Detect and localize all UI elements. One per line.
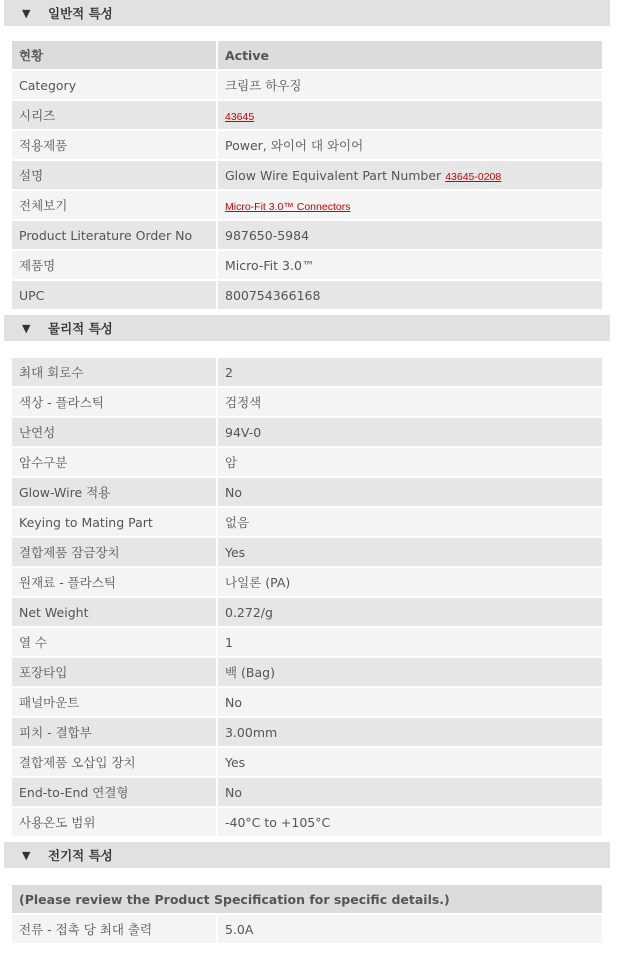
spec-row [12,221,602,249]
spec-value-text: No [225,484,242,500]
spec-row [12,538,602,566]
spec-value [218,71,602,99]
spec-row [12,778,602,806]
spec-value [218,538,602,566]
spec-value [218,748,602,776]
spec-value-text: Power, 와이어 대 와이어 [225,138,364,153]
spec-row [12,71,602,99]
spec-table [12,356,602,838]
spec-row [12,101,602,129]
spec-label: 패널마운트 [12,688,218,716]
spec-value-text: Glow Wire Equivalent Part Number [225,167,446,183]
spec-label: 열 수 [12,628,218,656]
section-header[interactable] [4,0,610,26]
spec-row [12,658,602,686]
spec-value [218,41,602,69]
spec-value-text: 1 [225,634,233,650]
spec-row [12,161,602,189]
spec-row [12,598,602,626]
spec-value-text: Micro-Fit 3.0™ [225,257,315,273]
spec-link[interactable]: 43645 [225,110,255,123]
section-header[interactable] [4,315,610,341]
spec-row [12,388,602,416]
triangle-down-icon: ▼ [22,848,31,862]
spec-row [12,41,602,69]
spec-row [12,251,602,279]
spec-value-text: 3.00mm [225,724,278,740]
spec-label: 시리즈 [12,101,218,129]
spec-label: Category [12,71,218,99]
spec-value [218,418,602,446]
spec-value-text: 없음 [225,515,250,530]
spec-value [218,448,602,476]
spec-row [12,191,602,219]
spec-label: 사용온도 범위 [12,808,218,836]
spec-label: 최대 회로수 [12,358,218,386]
spec-value [218,778,602,806]
spec-value [218,718,602,746]
spec-label: 암수구분 [12,448,218,476]
spec-value [218,131,602,159]
spec-value-text: 987650-5984 [225,227,310,243]
spec-value [218,358,602,386]
spec-value-text: 암 [225,455,238,470]
spec-value [218,101,602,129]
spec-row [12,748,602,776]
spec-value-text: Yes [225,754,246,770]
spec-row [12,418,602,446]
spec-value [218,808,602,836]
spec-label: 포장타입 [12,658,218,686]
spec-row [12,508,602,536]
spec-value [218,598,602,626]
spec-value-text: 나일론 (PA) [225,575,291,590]
spec-label: UPC [12,281,218,309]
spec-label: 현황 [12,41,218,69]
spec-value-text: No [225,784,242,800]
spec-link[interactable]: Micro-Fit 3.0™ Connectors [225,200,351,213]
spec-value-text: 백 (Bag) [225,665,275,680]
spec-value [218,628,602,656]
section-title: 일반적 특성 [48,6,113,21]
section-title: 물리적 특성 [48,321,113,336]
spec-value [218,388,602,416]
spec-value [218,568,602,596]
spec-row [12,131,602,159]
spec-label: 설명 [12,161,218,189]
spec-value-text: Active [225,47,269,63]
spec-label: Net Weight [12,598,218,626]
spec-label: 전체보기 [12,191,218,219]
spec-label: 결합제품 오삽입 장치 [12,748,218,776]
spec-row [12,915,602,943]
triangle-down-icon: ▼ [22,6,31,20]
spec-label: 피치 - 결합부 [12,718,218,746]
spec-note-row [12,885,602,913]
spec-value [218,688,602,716]
spec-page [4,0,610,949]
spec-link[interactable]: 43645-0208 [445,170,502,183]
spec-label: 전류 - 접촉 당 최대 출력 [12,915,218,943]
spec-value-text: 크림프 하우징 [225,78,302,93]
spec-row [12,448,602,476]
spec-value [218,915,602,943]
spec-label: 적용제품 [12,131,218,159]
spec-label: Product Literature Order No [12,221,218,249]
spec-row [12,688,602,716]
spec-value-text: 94V-0 [225,424,262,440]
spec-value-text: 5.0A [225,921,254,937]
spec-value [218,221,602,249]
spec-value-text: 검정색 [225,395,262,410]
spec-label: 제품명 [12,251,218,279]
section-title: 전기적 특성 [48,848,113,863]
spec-table [12,883,602,945]
spec-value [218,281,602,309]
spec-value-text: Yes [225,544,246,560]
spec-label: Glow-Wire 적용 [12,478,218,506]
section-header[interactable] [4,842,610,868]
spec-row [12,358,602,386]
spec-value [218,658,602,686]
spec-row [12,808,602,836]
spec-label: 원재료 - 플라스틱 [12,568,218,596]
spec-label: Keying to Mating Part [12,508,218,536]
spec-value-text: 0.272/g [225,604,273,620]
spec-value [218,251,602,279]
spec-label: 결합제품 잠금장치 [12,538,218,566]
spec-value [218,508,602,536]
spec-label: 난연성 [12,418,218,446]
spec-row [12,718,602,746]
spec-label: 색상 - 플라스틱 [12,388,218,416]
spec-value [218,161,602,189]
triangle-down-icon: ▼ [22,321,31,335]
spec-value-text: No [225,694,242,710]
spec-row [12,568,602,596]
spec-value [218,191,602,219]
spec-note: (Please review the Product Specification for specific details.) [12,885,602,913]
spec-value-text: 2 [225,364,233,380]
spec-row [12,281,602,309]
spec-row [12,478,602,506]
spec-value-text: -40°C to +105°C [225,814,331,830]
spec-table [12,39,602,311]
spec-value [218,478,602,506]
spec-label: End-to-End 연결형 [12,778,218,806]
spec-value-text: 800754366168 [225,287,321,303]
spec-row [12,628,602,656]
